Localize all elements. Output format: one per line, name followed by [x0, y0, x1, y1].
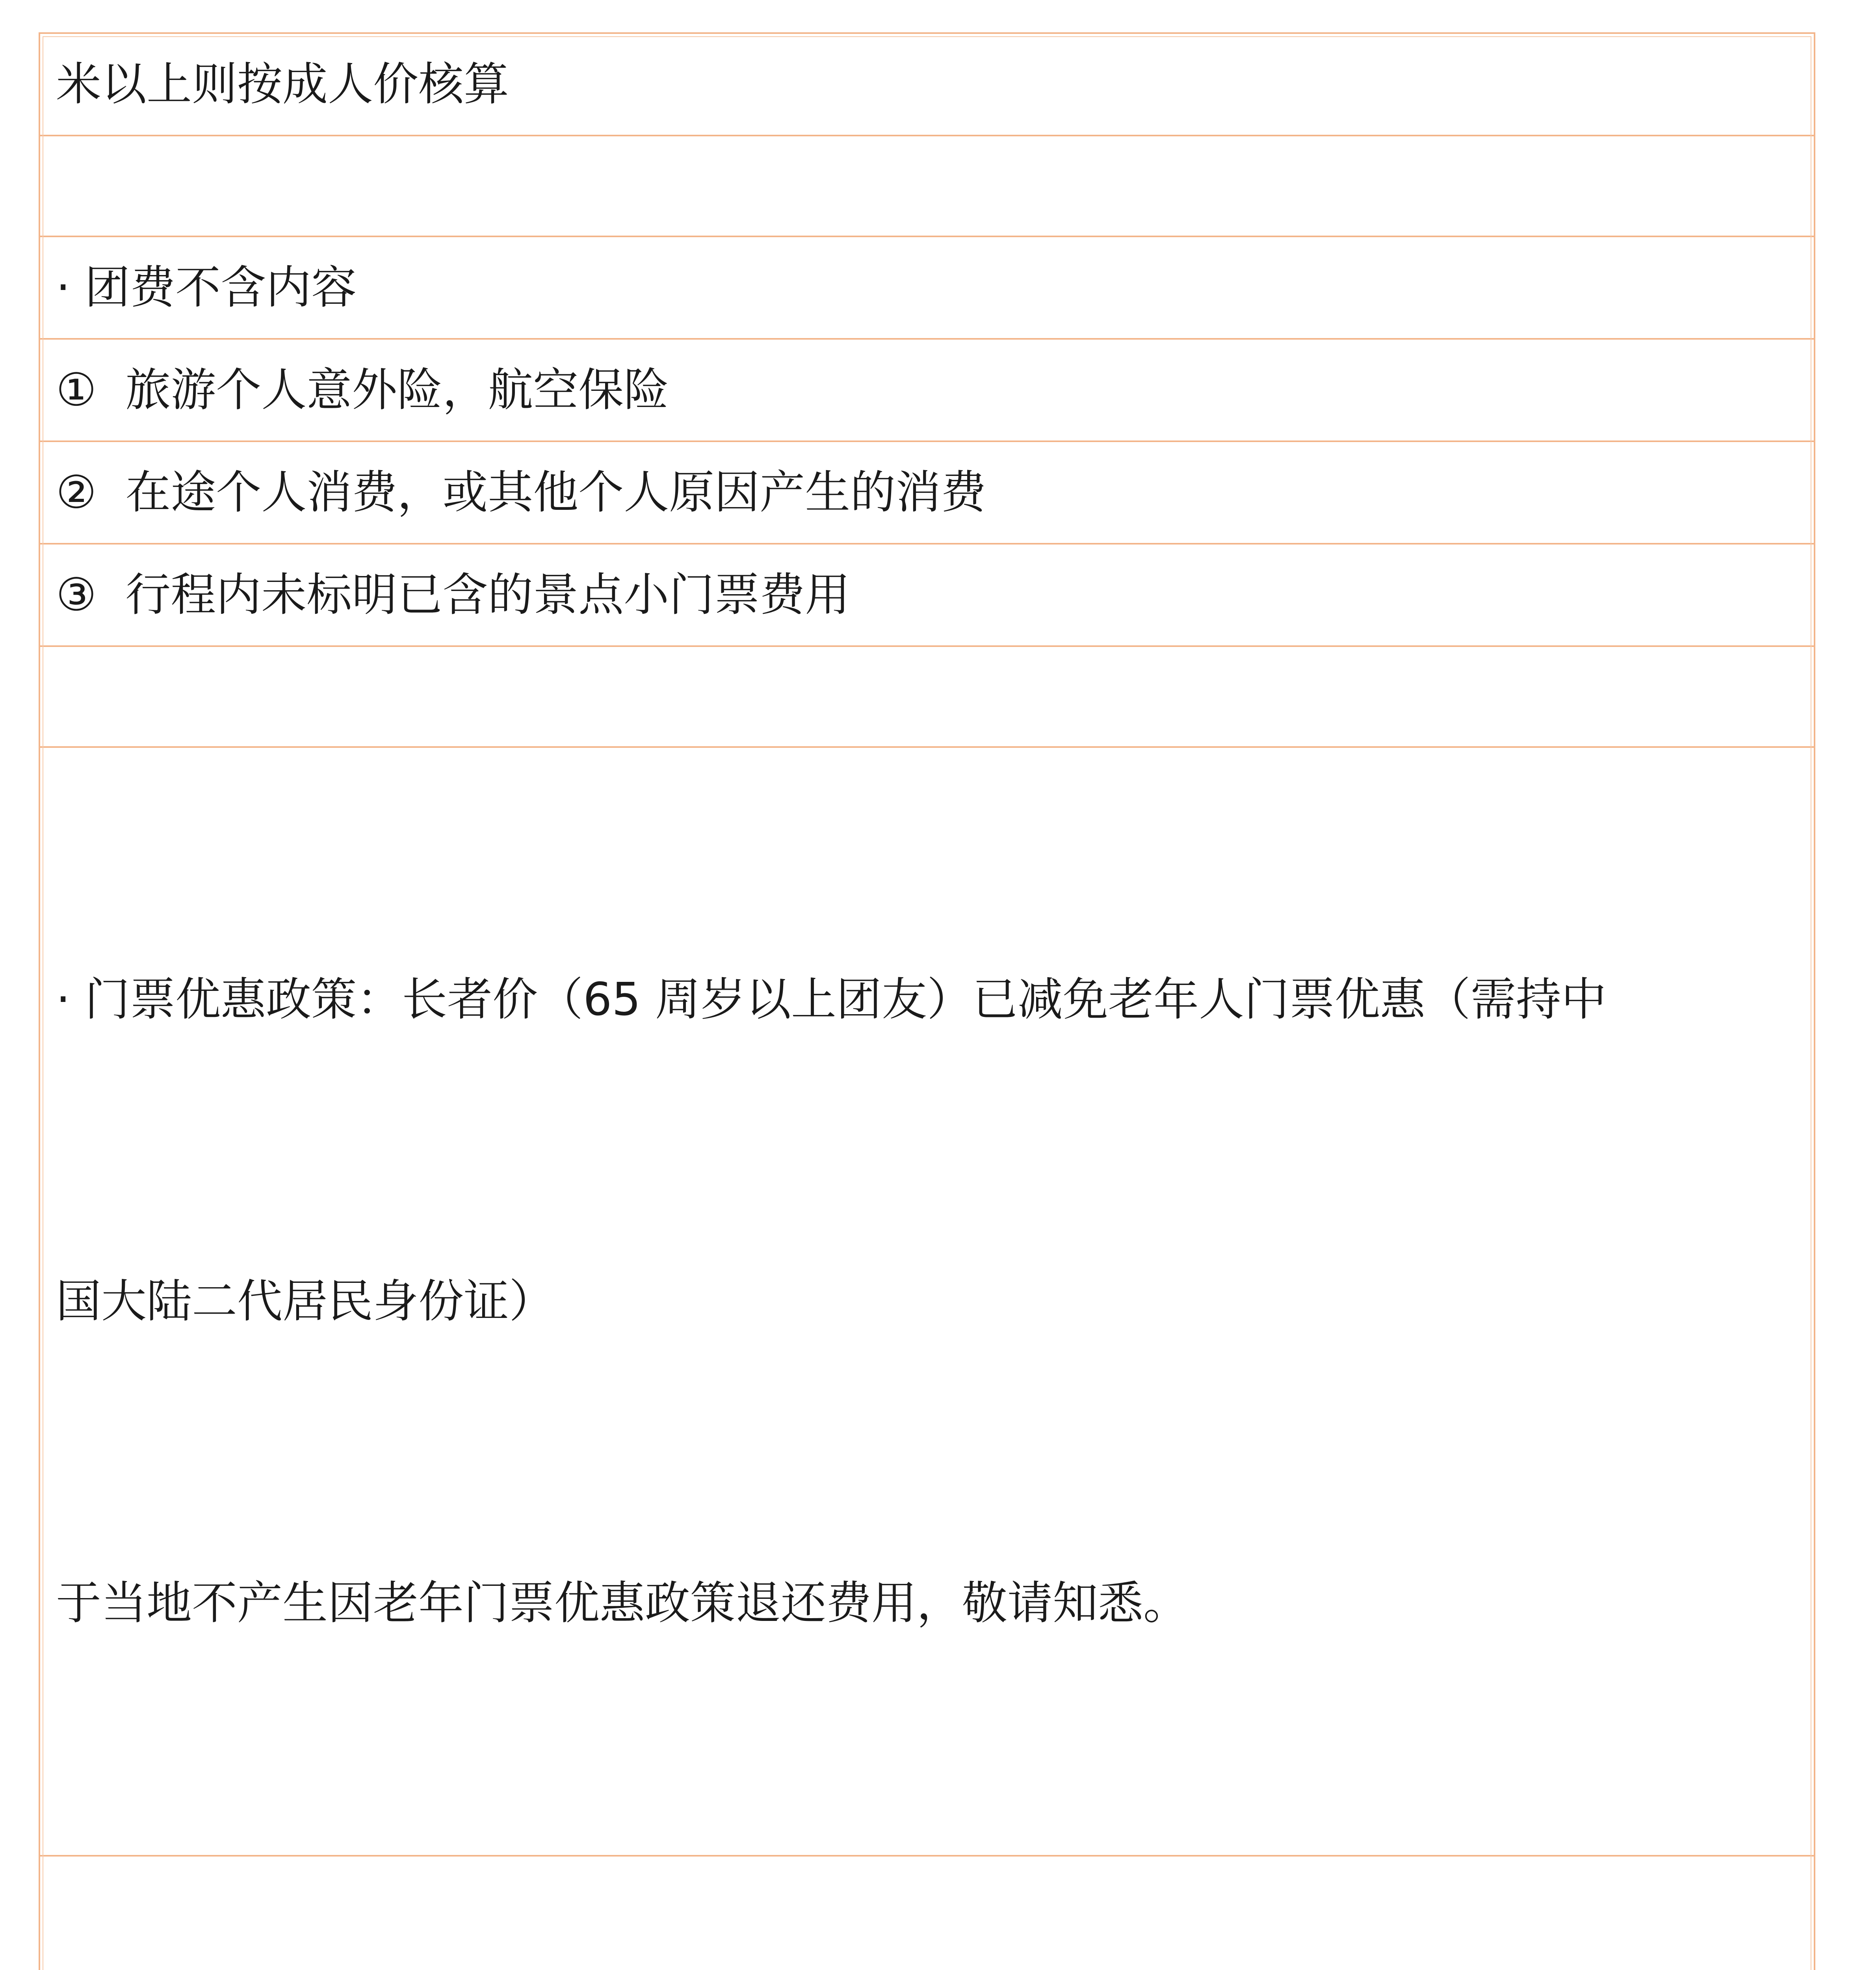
table-row: [40, 543, 1814, 645]
row-text: ① 旅游个人意外险，航空保险: [56, 364, 669, 416]
table-row-empty: [40, 135, 1814, 236]
row-text: 国大陆二代居民身份证）: [56, 1275, 555, 1328]
row-text: · 门票优惠政策：长者价（65 周岁以上团友）已减免老年人门票优惠（需持中: [56, 973, 1607, 1026]
table-row: [40, 1855, 1814, 1970]
table-row: [40, 338, 1814, 440]
row-text: ② 在途个人消费，或其他个人原因产生的消费: [56, 466, 986, 519]
row-text: 米以上则按成人价核算: [56, 58, 509, 111]
row-text: ③ 行程内未标明已含的景点小门票费用: [56, 569, 851, 621]
price-details-table: [39, 32, 1815, 1970]
table-row: [40, 746, 1814, 1855]
table-row-empty: [40, 645, 1814, 746]
table-row: [40, 34, 1814, 135]
table-row: [40, 236, 1814, 338]
row-heading: · 团费不含内容: [56, 261, 357, 314]
table-row: [40, 440, 1814, 543]
row-text: 于当地不产生因老年门票优惠政策退还费用，敬请知悉。: [56, 1577, 1189, 1630]
